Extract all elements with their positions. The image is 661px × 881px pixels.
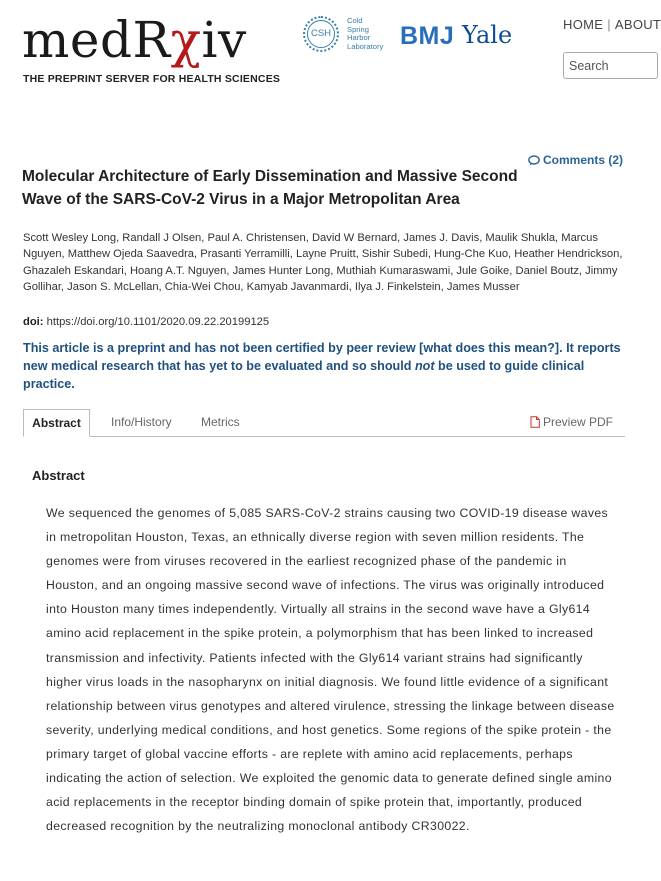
tab-metrics[interactable]: Metrics <box>201 415 240 429</box>
nav-separator: | <box>607 17 611 32</box>
logo-tagline: THE PREPRINT SERVER FOR HEALTH SCIENCES <box>23 73 281 85</box>
tab-info-history[interactable]: Info/History <box>111 415 172 429</box>
pdf-file-icon <box>530 416 540 428</box>
medrxiv-logo[interactable] <box>22 10 247 70</box>
logo-main-text: medR <box>22 11 171 69</box>
csh-initials: CSH <box>307 20 335 48</box>
csh-name <box>347 17 397 51</box>
csh-line: Laboratory <box>347 41 384 51</box>
top-nav <box>563 17 661 32</box>
abstract-heading: Abstract <box>32 468 85 483</box>
doi-link[interactable]: https://doi.org/10.1101/2020.09.22.20199125 <box>46 316 270 328</box>
search-input[interactable] <box>563 52 658 79</box>
nav-home-link[interactable]: HOME <box>563 17 604 32</box>
csh-line: Harbor <box>347 33 371 43</box>
article-tabs <box>23 409 625 437</box>
yale-logo[interactable]: Yale <box>462 21 513 49</box>
doi-label: doi: <box>23 316 44 328</box>
comments-label: Comments (2) <box>543 153 624 167</box>
bmj-logo[interactable]: BMJ <box>400 22 455 50</box>
tab-preview-pdf[interactable] <box>530 409 613 436</box>
comments-link[interactable] <box>528 153 623 167</box>
author-list: Scott Wesley Long, Randall J Olsen, Paul A. Christensen, David W Bernard, James J. Davis, Maulik Shukla, Marcus Nguyen, Matthew Ojeda Saavedra, Prasanti Yerramilli, Layne Pruitt, Sishir Subedi, Hung-Che Kuo, Heather Hendrickson, Ghazaleh Eskandari, Hoang A.T. Nguyen, James Hunter Long, Muthiah Kumaraswami, Jule Goike, Daniel Boutz, Jimmy Gollihar, Jason S. McLellan, Chia-Wei Chou, Kamyab Javanmardi, Ilya J. Finkelstein, James Musser <box>23 232 623 293</box>
csh-line: Cold <box>347 16 363 25</box>
notice-text-end: be used to guide clinical practice. <box>23 359 585 391</box>
csh-logo[interactable] <box>303 14 393 60</box>
logo-end-text: iv <box>201 11 247 69</box>
abstract-body: We sequenced the genomes of 5,085 SARS-CoV-2 strains causing two COVID-19 disease waves in metropolitan Houston, Texas, an ethnically diverse region with seven million residents. The genomes were from viruses recovered in the earliest recognized phase of the pandemic in Houston, and an ongoing massive second wave of infections. The virus was originally introduced into Houston many times independently. Virtually all strains in the second wave have a Gly614 amino acid replacement in the spike protein, a polymorphism that has been linked to increased transmission and infectivity. Patients infected with the Gly614 variant strains had significantly higher virus loads in the nasopharynx on initial diagnosis. We found little evidence of a significant relationship between virus genotypes and altered virulence, stressing the linkage between disease severity, underlying medical conditions, and host genetics. Some regions of the spike protein - the primary target of global vaccine efforts - are replete with amino acid replacements, perhaps indicating the action of selection. We exploited the genomic data to generate defined single amino acid replacements in the receptor binding domain of spike protein that, importantly, produced decreased recognition by the neutralizing monoclonal antibody CR30022. <box>46 506 615 834</box>
pdf-label: Preview PDF <box>543 415 614 429</box>
notice-not: not <box>414 359 435 373</box>
nav-about-link[interactable]: ABOUT <box>614 17 661 32</box>
csh-line: Spring <box>347 24 369 34</box>
doi-line <box>23 316 269 328</box>
logo-chi-text: χ <box>170 11 202 69</box>
article-title: Molecular Architecture of Early Dissemination and Massive Second Wave of the SARS-CoV-2 Virus in a Major Metropolitan Area <box>22 168 518 208</box>
notice-text: This article is a preprint and has not been certified by peer review [what does this mean?]. It reports new medical research that has yet to be evaluated and so should <box>23 341 621 373</box>
preprint-notice <box>23 339 633 393</box>
tab-abstract[interactable]: Abstract <box>23 409 90 437</box>
